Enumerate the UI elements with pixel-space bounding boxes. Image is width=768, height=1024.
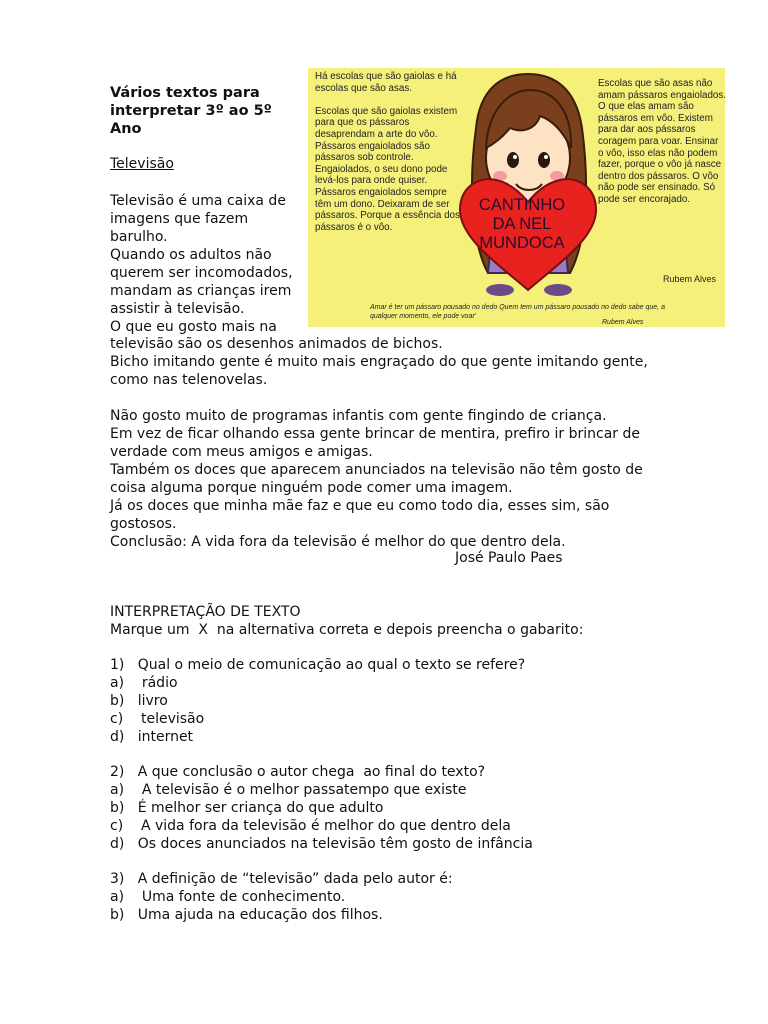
- text-line: querem ser incomodados,: [110, 265, 293, 281]
- option[interactable]: b) Uma ajuda na educação dos filhos.: [110, 907, 383, 923]
- option[interactable]: b) É melhor ser criança do que adulto: [110, 800, 384, 816]
- author-name: José Paulo Paes: [455, 550, 563, 566]
- main-text: [110, 335, 700, 551]
- section-title: Televisão: [110, 156, 174, 172]
- text-line: [110, 389, 700, 407]
- text-line: Televisão é uma caixa de: [110, 193, 286, 209]
- qa-instruction: Marque um X na alternativa correta e depois preencha o gabarito:: [110, 622, 584, 638]
- text-line: como nas telenovelas.: [110, 372, 268, 388]
- text-line: Não gosto muito de programas infantis com gente fingindo de criança.: [110, 408, 607, 424]
- text-line: Em vez de ficar olhando essa gente brincar de mentira, prefiro ir brincar de: [110, 426, 641, 442]
- text-line: coisa alguma porque ninguém pode comer uma imagem.: [110, 480, 513, 496]
- option[interactable]: c) televisão: [110, 711, 205, 727]
- text-line: imagens que fazem: [110, 211, 249, 227]
- qa-header: INTERPRETAÇÃO DE TEXTO: [110, 604, 301, 620]
- illustration-left-text: Há escolas que são gaiolas e há escolas que são asas. Escolas que são gaiolas existem para que os pássaros desaprendam a arte do vôo. Pássaros engaiolados são pássaros sob controle. Engaiolados, o seu dono pode levá-los para onde quiser. Pássaros engaiolados sempre têm um dono. Deixaram de ser pássaros. Porque a essência dos pássaros é o vôo.: [315, 71, 460, 233]
- text-line: Bicho imitando gente é muito mais engraçado do que gente imitando gente,: [110, 354, 648, 370]
- option[interactable]: a) rádio: [110, 675, 178, 691]
- text-line: mandam as crianças irem: [110, 283, 292, 299]
- option[interactable]: a) Uma fonte de conhecimento.: [110, 889, 346, 905]
- document-title: Vários textos para interpretar 3º ao 5º Ano: [110, 85, 272, 137]
- text-line: verdade com meus amigos e amigas.: [110, 444, 373, 460]
- question-3: 3) A definição de “televisão” dada pelo autor é:: [110, 871, 453, 887]
- text-line: barulho.: [110, 229, 168, 245]
- heart-label: CANTINHO DA NEL MUNDOCA: [478, 196, 566, 252]
- question-2: 2) A que conclusão o autor chega ao final do texto?: [110, 764, 486, 780]
- text-line: O que eu gosto mais na: [110, 319, 277, 335]
- text-line: Já os doces que minha mãe faz e que eu como todo dia, esses sim, são: [110, 498, 610, 514]
- text-line: gostosos.: [110, 516, 177, 532]
- illustration-quote-credit: Rubem Alves: [602, 319, 644, 326]
- intro-paragraph: [110, 192, 306, 336]
- text-line: assistir à televisão.: [110, 301, 245, 317]
- illustration-cantinho: [308, 68, 725, 327]
- option[interactable]: d) Os doces anunciados na televisão têm gosto de infância: [110, 836, 533, 852]
- option[interactable]: a) A televisão é o melhor passatempo que existe: [110, 782, 467, 798]
- illustration-credit: Rubem Alves: [663, 274, 717, 284]
- text-line: Quando os adultos não: [110, 247, 272, 263]
- option[interactable]: c) A vida fora da televisão é melhor do que dentro dela: [110, 818, 511, 834]
- text-line: Conclusão: A vida fora da televisão é melhor do que dentro dela.: [110, 534, 566, 550]
- illustration-quote: Amar é ter um pássaro pousado no dedo Quem tem um pássaro pousado no dedo sabe que, a qualquer momento, ele pode voar': [370, 304, 665, 320]
- option[interactable]: b) livro: [110, 693, 168, 709]
- text-line: televisão são os desenhos animados de bichos.: [110, 336, 443, 352]
- illustration-right-text: Escolas que são asas não amam pássaros engaiolados. O que elas amam são pássaros em vôo. Existem para dar aos pássaros coragem para voar. Ensinar o vôo, isso elas não podem fazer, porque o vôo já nasce dentro dos pássaros. O vôo não pode ser ensinado. Só pode ser encorajado.: [598, 78, 726, 205]
- girl-with-heart-drawing: [458, 68, 598, 300]
- question-1: 1) Qual o meio de comunicação ao qual o texto se refere?: [110, 657, 526, 673]
- option[interactable]: d) internet: [110, 729, 194, 745]
- text-line: Também os doces que aparecem anunciados na televisão não têm gosto de: [110, 462, 643, 478]
- interpretation-section: [110, 603, 710, 924]
